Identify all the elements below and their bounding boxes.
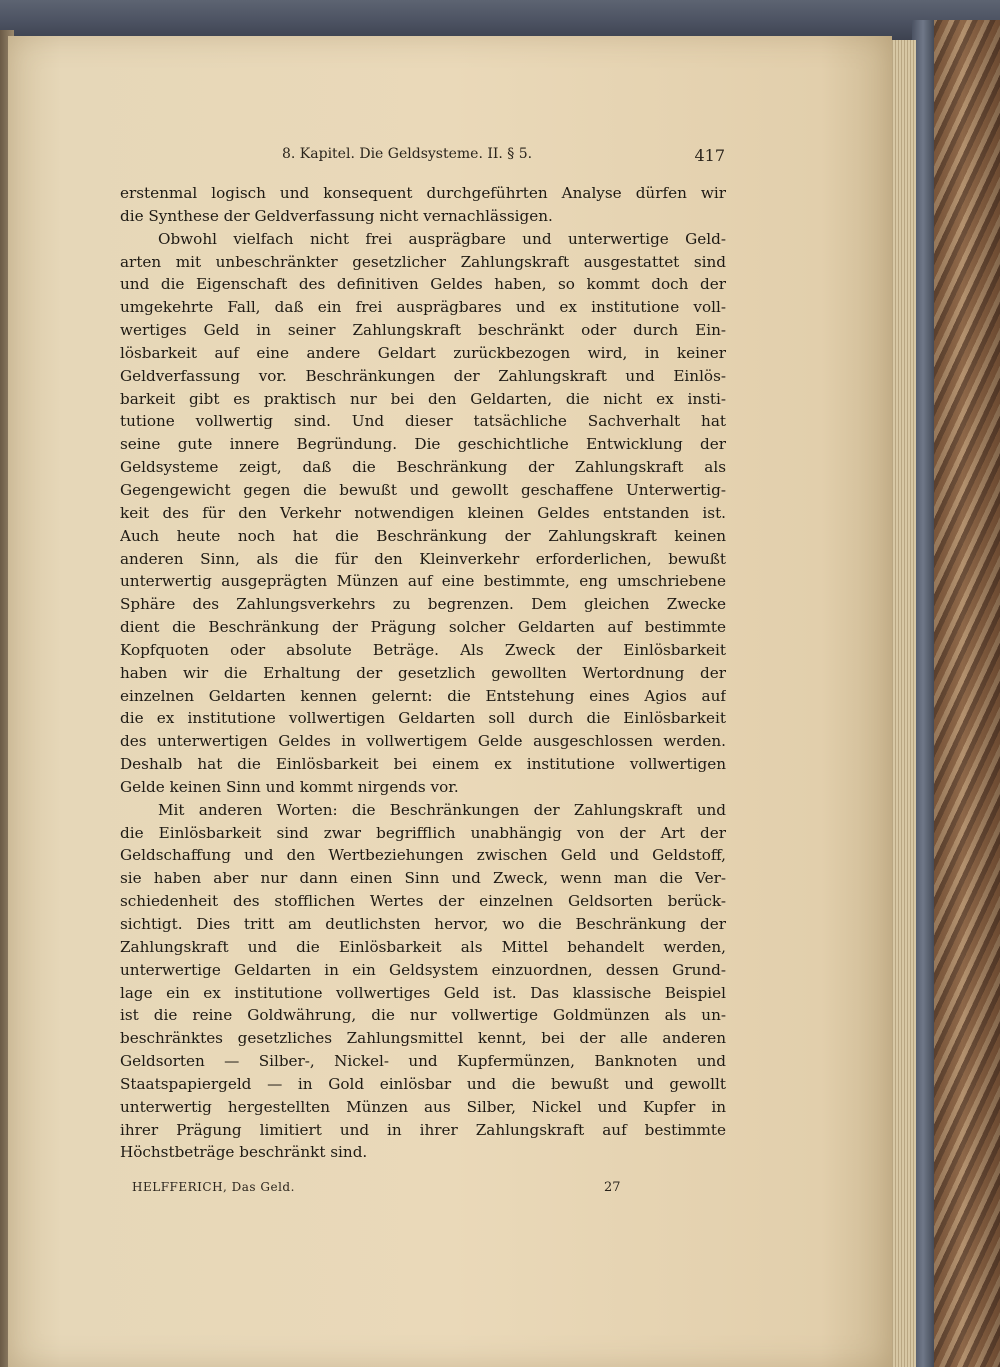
book-cover-top	[0, 0, 1000, 40]
text-line: anderen Sinn, als die für den Kleinverkehr erforderlichen, bewußt	[120, 549, 726, 568]
text-line: die Synthese der Geldverfassung nicht vernachlässigen.	[120, 206, 553, 225]
text-line: dient die Beschränkung der Prägung solcher Geldarten auf bestimmte	[120, 618, 726, 637]
signature-number: 27	[604, 1180, 621, 1195]
text-line: ist die reine Goldwährung, die nur vollwertige Goldmünzen als un-	[120, 1006, 726, 1025]
text-line: sichtigt. Dies tritt am deutlichsten hervor, wo die Beschränkung der	[120, 915, 726, 933]
text-line: Sphäre des Zahlungsverkehrs zu begrenzen. Dem gleichen Zwecke	[120, 595, 726, 614]
text-line: Geldverfassung vor. Beschränkungen der Zahlungskraft und Einlös-	[120, 366, 726, 385]
text-line: Kopfquoten oder absolute Beträge. Als Zweck der Einlösbarkeit	[120, 640, 726, 659]
text-line: sie haben aber nur dann einen Sinn und Zweck, wenn man die Ver-	[120, 869, 726, 888]
text-line: Geldsysteme zeigt, daß die Beschränkung der Zahlungskraft als	[120, 458, 726, 477]
body-text	[120, 182, 726, 1164]
marbled-cover-right	[925, 20, 1000, 1367]
text-line: Obwohl vielfach nicht frei ausprägbare und unterwertige Geld-	[158, 229, 726, 248]
text-line: unterwertig ausgeprägten Münzen auf eine bestimmte, eng umschriebene	[120, 572, 726, 591]
text-line: Mit anderen Worten: die Beschränkungen der Zahlungskraft und	[158, 800, 726, 819]
running-head-title: 8. Kapitel. Die Geldsysteme. II. § 5.	[282, 146, 533, 162]
text-line: lösbarkeit auf eine andere Geldart zurückbezogen wird, in keiner	[120, 343, 726, 362]
text-line: arten mit unbeschränkter gesetzlicher Zahlungskraft ausgestattet sind	[120, 252, 726, 271]
page-number: 417	[694, 146, 725, 165]
text-line: Gegengewicht gegen die bewußt und gewollt geschaffene Unterwertig-	[120, 480, 726, 499]
text-line: Auch heute noch hat die Beschränkung der Zahlungskraft keinen	[120, 526, 726, 545]
text-line: beschränktes gesetzliches Zahlungsmittel kennt, bei der alle anderen	[120, 1029, 726, 1048]
paragraph	[120, 228, 726, 799]
text-line: wertiges Geld in seiner Zahlungskraft beschränkt oder durch Ein-	[120, 321, 726, 340]
text-line: die Einlösbarkeit sind zwar begrifflich unabhängig von der Art der	[120, 823, 726, 842]
text-line: Staatspapiergeld — in Gold einlösbar und die bewußt und gewollt	[120, 1074, 726, 1093]
text-line: schiedenheit des stofflichen Wertes der einzelnen Geldsorten berück-	[120, 892, 726, 911]
text-line: Zahlungskraft und die Einlösbarkeit als Mittel behandelt werden,	[120, 937, 726, 956]
text-line: keit des für den Verkehr notwendigen kleinen Geldes entstanden ist.	[120, 503, 726, 522]
text-line: unterwertige Geldarten in ein Geldsystem einzuordnen, dessen Grund-	[120, 960, 726, 979]
text-line: umgekehrte Fall, daß ein frei ausprägbares und ex institutione voll-	[120, 298, 726, 317]
text-line: Gelde keinen Sinn und kommt nirgends vor.	[120, 777, 459, 796]
text-line: erstenmal logisch und konsequent durchgeführten Analyse dürfen wir	[120, 184, 726, 202]
text-line: Deshalb hat die Einlösbarkeit bei einem ex institutione vollwertigen	[120, 755, 726, 774]
text-line: barkeit gibt es praktisch nur bei den Geldarten, die nicht ex insti-	[120, 389, 726, 408]
text-line: und die Eigenschaft des definitiven Geldes haben, so kommt doch der	[120, 275, 726, 294]
text-line: Geldschaffung und den Wertbeziehungen zwischen Geld und Geldstoff,	[120, 846, 726, 865]
paragraph	[120, 182, 726, 228]
text-line: des unterwertigen Geldes in vollwertigem Gelde ausgeschlossen werden.	[120, 732, 726, 751]
paragraph	[120, 799, 726, 1165]
text-line: tutione vollwertig sind. Und dieser tatsächliche Sachverhalt hat	[120, 412, 726, 431]
page-stack-edge	[890, 40, 916, 1367]
page-footer	[120, 1180, 725, 1200]
running-head	[120, 146, 725, 168]
signature-label: HELFFERICH, Das Geld.	[132, 1180, 295, 1194]
text-line: die ex institutione vollwertigen Geldarten soll durch die Einlösbarkeit	[120, 709, 726, 728]
text-line: Höchstbeträge beschränkt sind.	[120, 1143, 368, 1162]
text-line: ihrer Prägung limitiert und in ihrer Zahlungskraft auf bestimmte	[120, 1120, 726, 1139]
text-line: einzelnen Geldarten kennen gelernt: die Entstehung eines Agios auf	[120, 686, 726, 705]
text-line: lage ein ex institutione vollwertiges Geld ist. Das klassische Beispiel	[120, 983, 726, 1002]
text-line: seine gute innere Begründung. Die geschichtliche Entwicklung der	[120, 435, 726, 454]
text-line: Geldsorten — Silber-, Nickel- und Kupfermünzen, Banknoten und	[120, 1052, 726, 1071]
text-line: haben wir die Erhaltung der gesetzlich gewollten Wertordnung der	[120, 663, 726, 682]
text-line: unterwertig hergestellten Münzen aus Silber, Nickel und Kupfer in	[120, 1097, 726, 1116]
